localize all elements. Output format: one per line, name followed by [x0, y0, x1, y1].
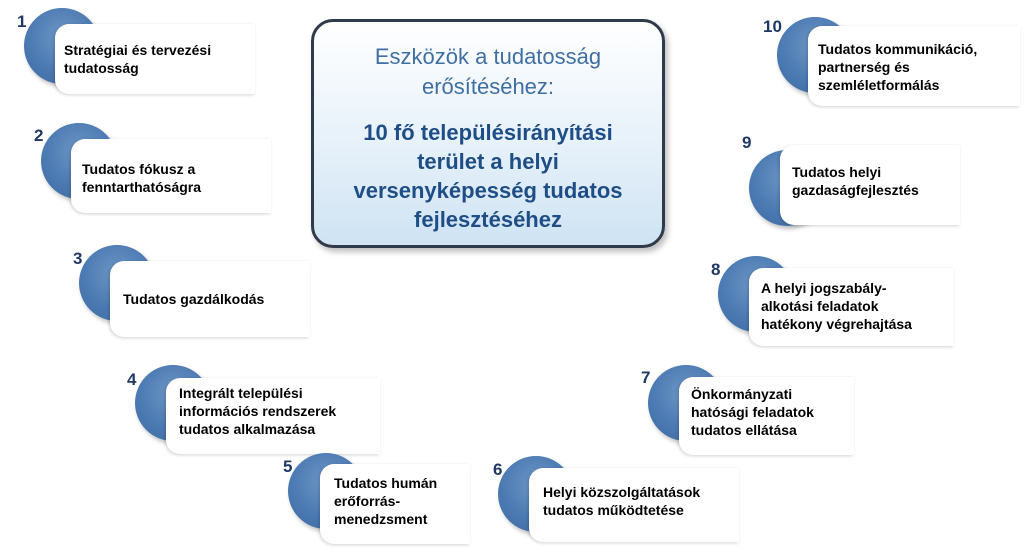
item-number: 4 [127, 370, 137, 389]
item-label-line: tudatos alkalmazása [179, 421, 316, 437]
item-label [123, 290, 264, 308]
item-label [792, 163, 919, 199]
item-label-line: Tudatos humán [334, 475, 438, 491]
item-label-line: tudatosság [64, 60, 139, 76]
item-label-line: információs rendszerek [179, 403, 337, 419]
item-label-line: Tudatos fókusz a [82, 161, 196, 177]
item-label-line: Helyi közszolgáltatások [543, 484, 701, 500]
item-label [334, 474, 437, 528]
item-label-line: Önkormányzati [691, 386, 793, 402]
center-subtitle: Eszközök a tudatosság erősítéséhez: [374, 44, 602, 99]
item-label-line: partnerség és [818, 59, 910, 75]
item-label [818, 40, 977, 94]
item-label-line: Stratégiai és tervezési [64, 42, 212, 58]
item-label [761, 279, 912, 333]
item-label-line: tudatos működtetése [543, 502, 684, 518]
item-number: 9 [742, 133, 752, 152]
item-label-line: hatékony végrehajtása [761, 316, 912, 332]
item-label-line: Tudatos gazdálkodás [123, 291, 265, 307]
item-label-line: tudatos ellátása [691, 422, 797, 438]
item-number: 6 [493, 460, 503, 479]
item-label [543, 483, 700, 519]
item-label-line: gazdaságfejlesztés [792, 182, 919, 198]
item-label [179, 384, 336, 438]
item-label-line: erőforrás- [334, 493, 401, 509]
item-label-line: A helyi jogszabály- [761, 280, 887, 296]
item-label-line: Tudatos kommunikáció, [818, 41, 978, 57]
item-label-line: Integrált települési [179, 385, 303, 401]
item-number: 3 [73, 249, 83, 268]
item-label-line: szemléletformálás [818, 77, 940, 93]
item-label-line: Tudatos helyi [792, 164, 882, 180]
item-label-line: fenntarthatóságra [82, 179, 202, 195]
item-label-line: alkotási feladatok [761, 298, 879, 314]
item-label [691, 385, 814, 439]
item-label-line: menedzsment [334, 511, 428, 527]
item-number: 2 [34, 126, 44, 145]
item-number: 1 [17, 12, 27, 31]
item-label-line: hatósági feladatok [691, 404, 814, 420]
item-label [82, 160, 201, 196]
item-number: 7 [641, 368, 651, 387]
center-title: 10 fő településirányítási terület a helyi versenyképesség tudatos fejlesztéséhez [353, 120, 623, 232]
item-number: 8 [711, 260, 721, 279]
item-label [64, 41, 211, 77]
item-number: 5 [283, 457, 293, 476]
item-number: 10 [763, 17, 782, 36]
center-box [311, 19, 665, 248]
